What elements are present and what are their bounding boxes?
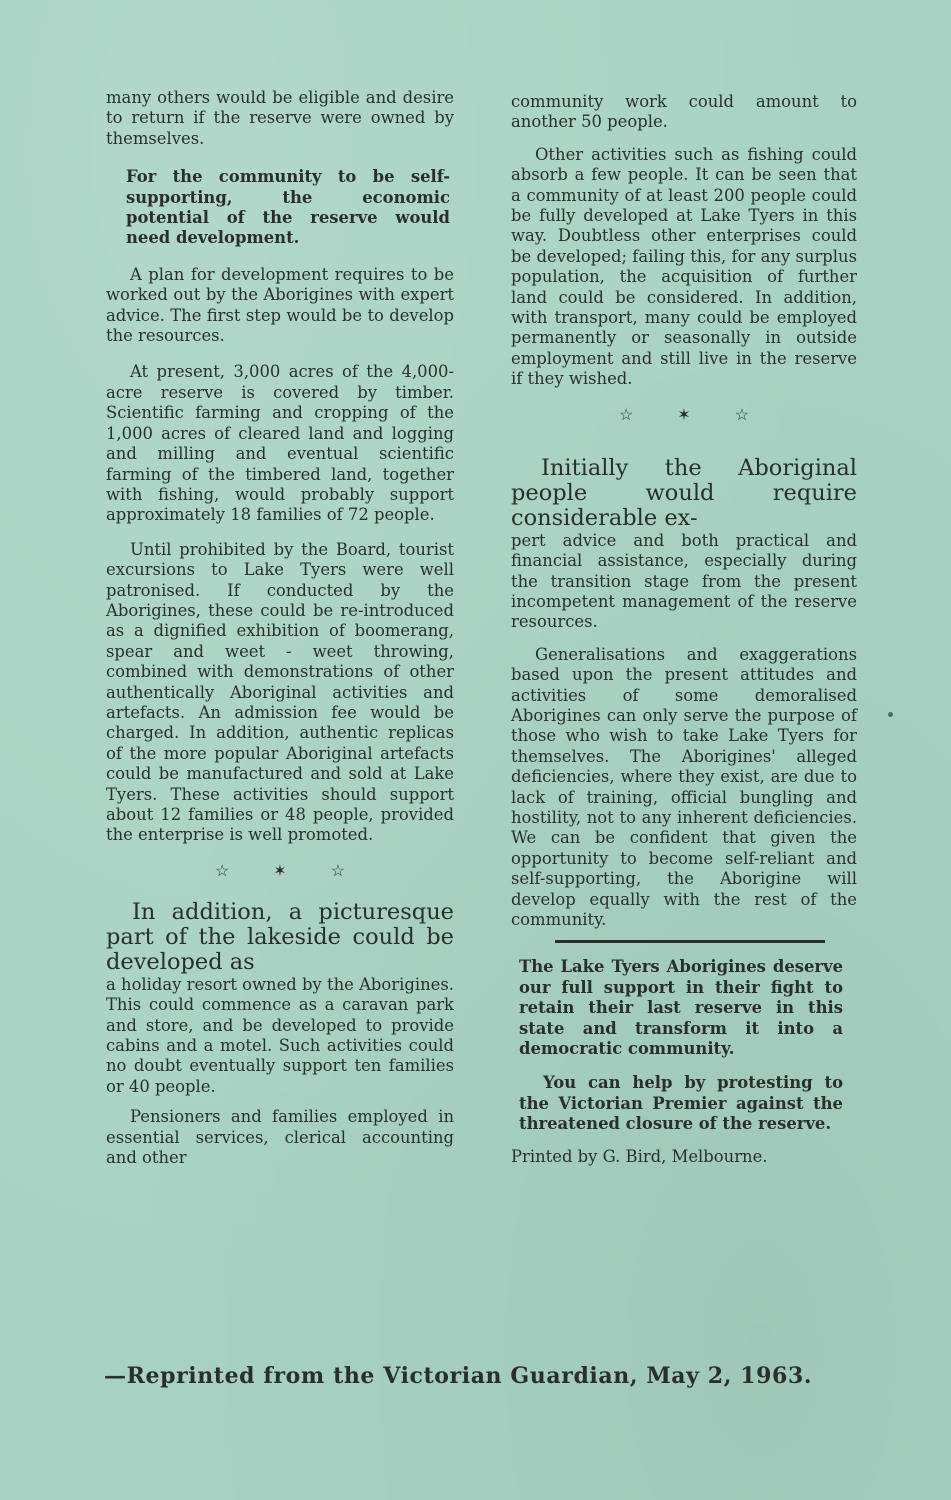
paragraph: pert advice and both practical and financial assistance, especially during the transition stage from the present incompetent management of the reserve resources. (511, 530, 857, 632)
bold-callout: You can help by protesting to the Victorian Premier against the threatened closure of the reserve. (519, 1073, 843, 1134)
lead-paragraph: In addition, a picturesque part of the lakeside could be developed as (106, 898, 454, 975)
paragraph: Pensioners and families employed in essential services, clerical accounting and other (106, 1107, 454, 1168)
open-star-icon: ☆ (330, 861, 346, 881)
star-divider (511, 404, 857, 426)
paragraph: A plan for development requires to be worked out by the Aborigines with expert advice. The first step would be to develop the resources. (106, 264, 454, 346)
paragraph: At present, 3,000 acres of the 4,000-acre reserve is covered by timber. Scientific farming and cropping of the 1,000 acres of cleared land and logging and milling and eventual scientific farming of the timbered land, together with fishing, would probably support approximately 18 families of 72 people. (106, 362, 454, 525)
star-divider (106, 860, 454, 882)
paragraph: Other activities such as fishing could absorb a few people. It can be seen that a community of at least 200 people could be fully developed at Lake Tyers in this way. Doubtless other enterprises could be developed; failing this, for any surplus population, the acquisition of further land could be considered. In addition, with transport, many could be employed permanently or seasonally in outside employment and still live in the reserve if they wished. (511, 144, 857, 389)
open-star-icon: ☆ (214, 861, 230, 881)
printer-credit: Printed by G. Bird, Melbourne. (511, 1146, 768, 1166)
paragraph: many others would be eligible and desire to return if the reserve were owned by themselves. (106, 88, 454, 148)
left-column (106, 88, 454, 1182)
paragraph: Until prohibited by the Board, tourist excursions to Lake Tyers were well patronised. If conducted by the Aborigines, these could be re-introduced as a dignified exhibition of boomerang, spear and weet - weet throwing, combined with demonstrations of other authentically Aboriginal activities and artefacts. An admission fee would be charged. In addition, authentic replicas of the more popular Aboriginal artefacts could be manufactured and sold at Lake Tyers. These activities should support about 12 families or 48 people, provided the enterprise is well promoted. (106, 539, 454, 845)
solid-star-icon: ✶ (273, 861, 287, 881)
paper-speck (888, 712, 893, 717)
solid-star-icon: ✶ (677, 405, 691, 425)
lead-paragraph: Initially the Aboriginal people would require considerable ex- (511, 454, 857, 531)
divider-rule (555, 940, 825, 943)
open-star-icon: ☆ (734, 405, 750, 425)
bold-callout: The Lake Tyers Aborigines deserve our full support in their fight to retain their last reserve in this state and transform it into a democratic community. (519, 957, 843, 1059)
paragraph: community work could amount to another 50 people. (511, 92, 857, 132)
right-column (511, 92, 857, 1181)
paragraph: Generalisations and exaggerations based upon the present attitudes and activities of some demoralised Aborigines can only serve the purpose of those who wish to take Lake Tyers for themselves. The Aborigines' alleged deficiencies, where they exist, are due to lack of training, official bungling and hostility, not to any inherent deficiencies. We can be confident that given the opportunity to become self-reliant and self-supporting, the Aborigine will develop equally with the rest of the community. (511, 644, 857, 929)
paragraph: a holiday resort owned by the Aborigines. This could commence as a caravan park and store, and be developed to provide cabins and a motel. Such activities could no doubt eventually support ten families or 40 people. (106, 974, 454, 1096)
open-star-icon: ☆ (618, 405, 634, 425)
bold-callout: For the community to be self-supporting, the economic potential of the reserve would need development. (126, 167, 450, 248)
reprint-credit: —Reprinted from the Victorian Guardian, May 2, 1963. (104, 1363, 813, 1389)
